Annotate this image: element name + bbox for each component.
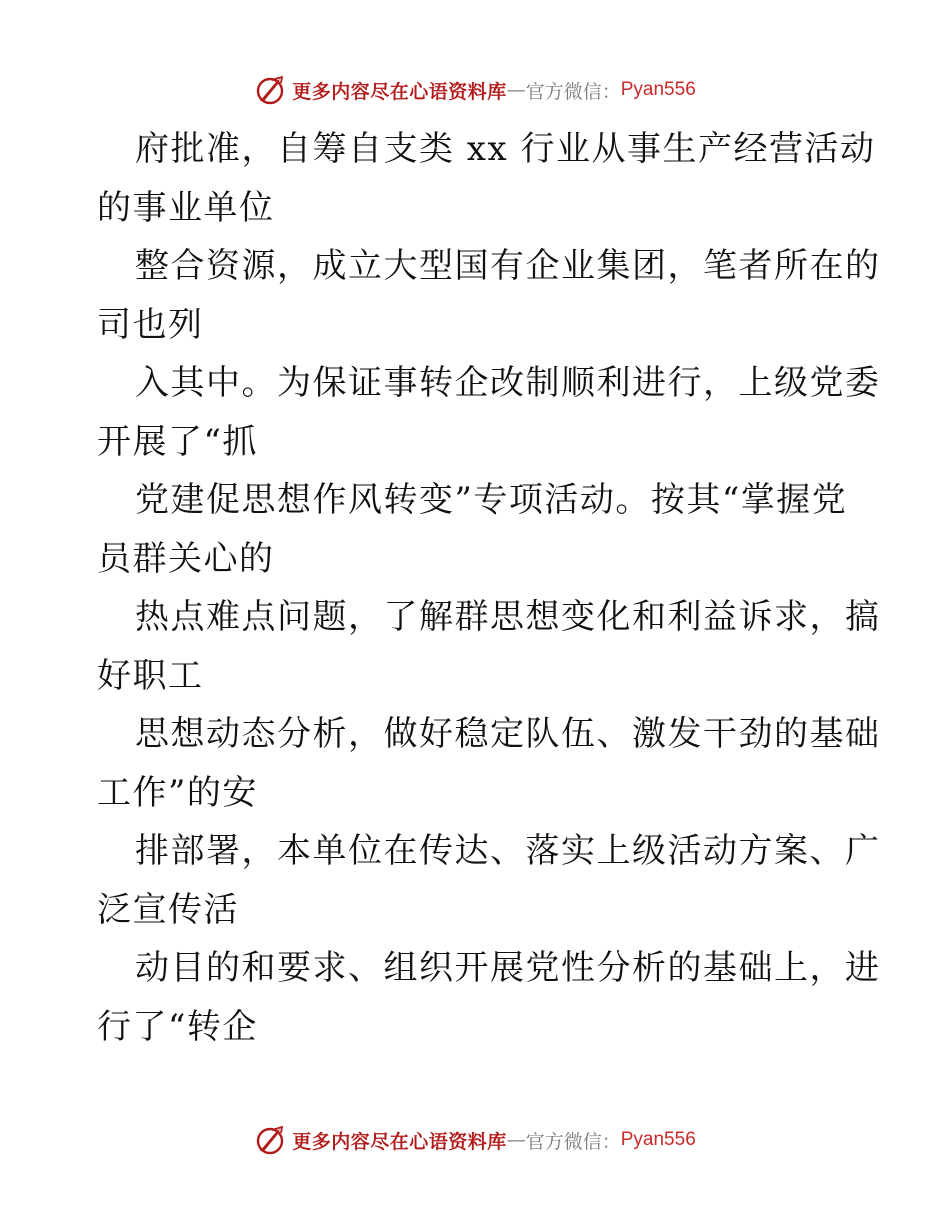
document-line-14: 泛宣传活 — [97, 889, 239, 930]
header-contact-label: 官方微信： — [525, 80, 621, 103]
document-line-6: 开展了“抓 — [97, 421, 258, 462]
header-watermark-banner — [0, 70, 950, 110]
quill-pen-logo-icon — [254, 74, 286, 106]
footer-watermark-banner — [0, 1120, 950, 1160]
document-line-8: 员群关心的 — [97, 538, 275, 579]
document-line-2: 的事业单位 — [97, 187, 275, 228]
document-line-10: 好职工 — [97, 655, 204, 696]
document-body — [97, 120, 881, 1056]
document-line-1: 府批准，自筹自支类 xx 行业从事生产经营活动 — [135, 129, 876, 169]
header-separator: — — [506, 79, 526, 101]
document-line-11: 思想动态分析，做好稳定队伍、激发干劲的基础 — [135, 714, 881, 754]
document-line-12: 工作”的安 — [97, 772, 258, 813]
footer-account-id: Pyan556 — [620, 1129, 696, 1150]
document-line-5: 入其中。为保证事转企改制顺利进行，上级党委 — [135, 363, 881, 403]
header-brand-text: 更多内容尽在心语资料库 — [292, 80, 507, 103]
document-line-3: 整合资源，成立大型国有企业集团，笔者所在的 — [135, 246, 881, 286]
document-line-9: 热点难点问题，了解群思想变化和利益诉求，搞 — [135, 597, 881, 637]
document-line-13: 排部署，本单位在传达、落实上级活动方案、广 — [135, 831, 881, 871]
document-line-16: 行了“转企 — [97, 1006, 258, 1047]
header-account-id: Pyan556 — [620, 79, 696, 100]
footer-contact-label: 官方微信： — [525, 1130, 621, 1153]
footer-separator: — — [506, 1129, 526, 1151]
quill-pen-logo-icon — [254, 1124, 286, 1156]
document-line-7: 党建促思想作风转变”专项活动。按其“掌握党 — [135, 480, 848, 520]
footer-brand-text: 更多内容尽在心语资料库 — [292, 1130, 507, 1153]
document-line-4: 司也列 — [97, 304, 204, 345]
document-line-15: 动目的和要求、组织开展党性分析的基础上，进 — [135, 948, 881, 988]
